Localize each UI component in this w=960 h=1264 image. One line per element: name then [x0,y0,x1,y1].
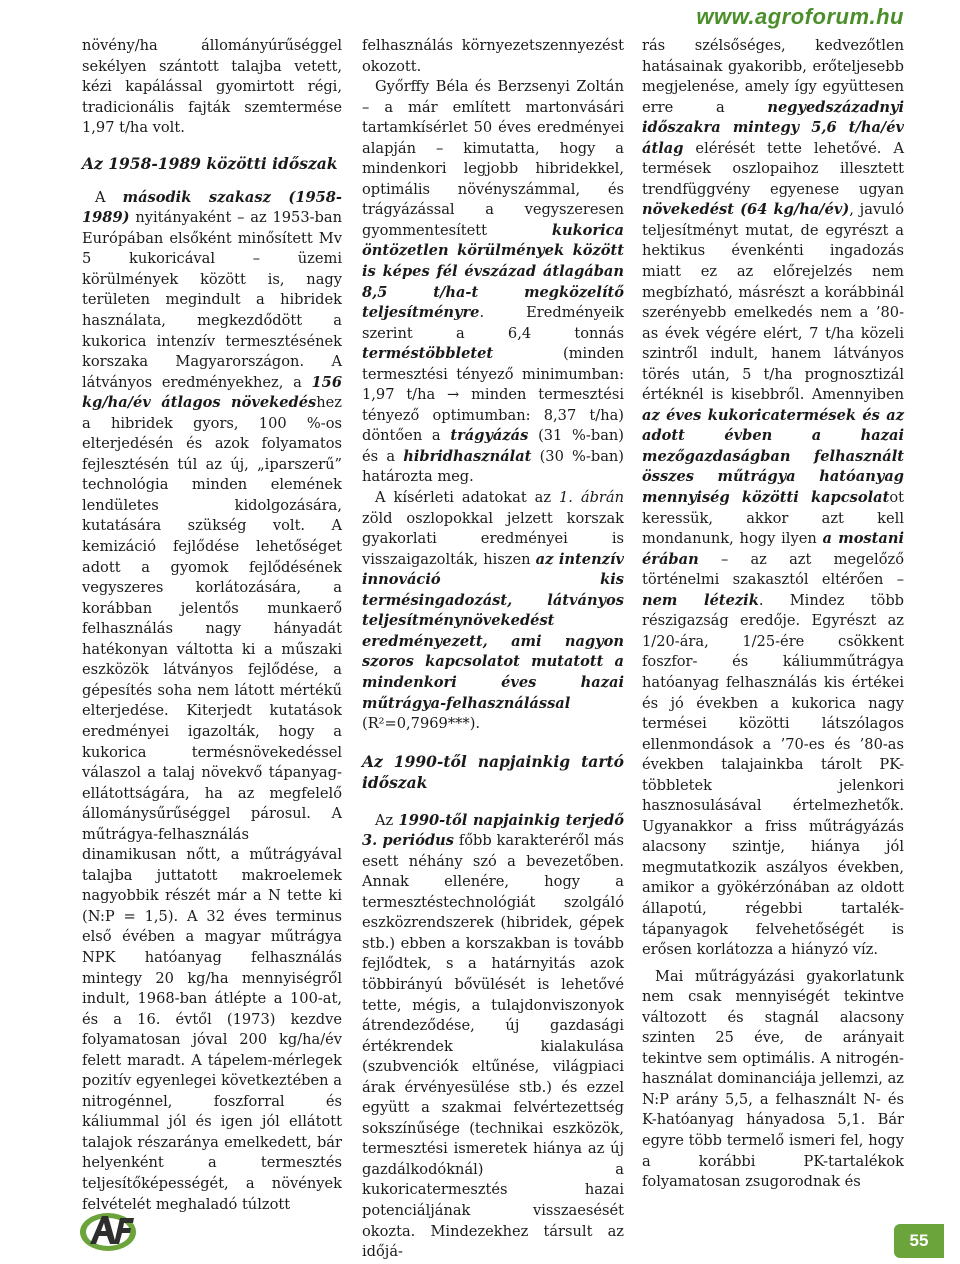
page-number: 55 [894,1224,944,1258]
column-1 [82,36,342,1215]
site-url: www.agroforum.hu [696,4,904,29]
paragraph: rás szélsőséges, kedvezőtlen hatásainak gyakoribb, erőteljesebb megjelenése, amely így együttesen erre a negyedszázadnyi időszakra mintegy 5,6 t/ha/év átlag elérését tette lehetővé. A termések oszlopaihoz illesztett trendfüggvény egyenese ugyan növekedést (64 kg/ha/év), javuló teljesítményt mutat, de egyrészt a hektikus évenkénti ingadozás miatt ez az előrejelzés nem megbízható, másrészt a korábbinál szerényebb emelkedés nem a ’80-as évek végére elért, 7 t/ha közeli szintről indult, hanem látványos törés után, 5 t/ha prognosztizál értéknél is kisebbről. Amennyiben az éves kukoricatermések és az adott évben a hazai mezőgazdaságban felhasznált összes műtrágya hatóanyag mennyiség közötti kapcsolatot keressük, akkor azt kell mondanunk, hogy ilyen a mostani érában – az azt megelőző történelmi szakasztól eltérően – nem létezik. Mindez több részigazság eredője. Egyrészt az 1/20-ára, 1/25-ére csökkent foszfor- és káliumműtrágya hatóanyag felhasználás kis értékei és jó években a kukorica nagy termései közötti látszólagos ellenmondások a ’70-es és ’80-as években talajainkba tárolt PK-többletek jelenkori hasznosulásával értelmezhetők. Ugyanakkor a friss műtrágyázás alacsony szintje, hiánya jól megmutatkozik aszályos években, amikor a gyökérzónában az oldott állapotú, régebbi tartalék-tápanyagok felvehetőségét is erősen korlátozza a hiányzó víz. [642,37,905,959]
paragraph: növény/ha állományúrűséggel sekélyen szántott talajba vetett, kézi kapálással gyomirtott régi, tradicionális fajták szemtermése 1,97 t/ha volt. [82,37,342,137]
arrow-icon: → [447,386,460,404]
paragraph: Győrffy Béla és Berzsenyi Zoltán – a már említett martonvásári tartamkísérlet 50 éves eredményei alapján – kimutatta, hogy a mindenkori legjobb hibridekkel, optimális növényszámmal, és trágyázással a vegyszeresen gyommentesített kukorica öntözetlen körülmények között is képes fél évszázad átlagában 8,5 t/ha-t megközelítő teljesítményre. Eredményeik szerint a 6,4 tonnás terméstöbbletet (minden termesztési tényező minimumban: 1,97 t/ha → minden termesztési tényező optimumban: 8,37 t/ha) döntően a trágyázás (31 %-ban) és a hibridhasználat (30 %-ban) határozta meg. [362,78,624,486]
section-heading-1958-1989: Az 1958-1989 közötti időszak [82,153,338,173]
column-2 [362,36,624,1263]
agroforum-logo-icon [76,1206,140,1254]
paragraph: Mai műtrágyázási gyakorlatunk nem csak mennyiségét tekintve változott és stagnál alacsony szinten 25 éve, de arányait tekintve sem optimális. A nitrogén-használat dominanciája jellemzi, az N:P arány 5,5, a felhasznált N- és K-hatóanyag hányadosa 5,1. Bár egyre több termelő ismeri fel, hogy a korábbi PK-tartalékok folyamatosan zsugorodnak és [642,967,904,1191]
paragraph: Az 1990-től napjainkig terjedő 3. periódus főbb karakteréről más esett néhány szó a bevezetőben. Annak ellenére, hogy a termesztéstechnológiát szolgáló eszközrendszerek (hibridek, gépek stb.) ebben a korszakban is tovább fejlődtek, s a határnyitás azok többirányú bővülését is lehetővé tette, mégis, a tulajdonviszonyok átrendeződése, új gazdasági értékrendek kialakulása (szubvenciók eltűnése, világpiaci árak érvényesülése stb.) és ezzel együtt a szakmai felvértezettség sokszínűsége (technikai eszközök, termesztési ismeretek hiánya az új gazdálkodóknál) a kukoricatermesztés hazai potenciáljának visszaesését okozta. Mindezekhez társult az időjá- [362,811,624,1261]
column-3 [642,36,904,1193]
paragraph: A kísérleti adatokat az 1. ábrán zöld oszlopokkal jelzett korszak gyakorlati eredményei is visszaigazolták, hiszen az intenzív innováció kis termésingadozást, látványos teljesítménynövekedést eredményezett, ami nagyon szoros kapcsolatot mutatott a mindenkori éves hazai műtrágya-felhasználással (R²=0,7969***). [362,489,624,733]
paragraph: felhasználás környezetszennyezést okozott. [362,37,624,75]
paragraph: A második szakasz (1958-1989) nyitányaként – az 1953-ban Európában elsőként minősített Mv 5 kukoricával – üzemi körülmények között is, nagy területen megindult a hibridek használata, megkezdődött a kukorica intenzív termesztésének korszaka Magyarországon. A látványos eredményekhez, a 156 kg/ha/év átlagos növekedéshez a hibridek gyors, 100 %-os elterjedésén és azok folyamatos fejlesztésén túl az új, „iparszerű” technológia minden elemének lendületes kidolgozására, kutatására szükség volt. A kemizáció fejlődése lehetőséget adott a gyomok fejlődésének vegyszeres korlátozására, a korábban jelentős munkaerő felhasználás nagy hányadát hatékonyan váltotta ki a műszaki eszközök látványos fejlődése, a gépesítés soha nem látott mértékű elterjedése. Kiterjedt kutatások eredményei igazolták, hogy a kukorica termésnövekedéssel válaszol a talaj növekvő tápanyag-ellátottságára, ha az megfelelő állománysűrűséggel párosul. A műtrágya-felhasználás dinamikusan nőtt, a műtrágyával talajba juttatott makroelemek nagyobbik részét már a N tette ki (N:P = 1,5). A 32 éves terminus első évében a magyar műtrágya NPK hatóanyag felhasználás mintegy 20 kg/ha mennyiségről indult, 1968-ban átlépte a 100-at, és a 16. évtől (1973) kezdve folyamatosan jóval 200 kg/ha/év felett maradt. A tápelem-mérlegek pozitív egyenlegei következtében a nitrogénnel, foszforral és káliummal jól és igen jól ellátott talajok részaránya emelkedett, bár helyenként a termesztés teljesítőképességét, a növények felvételét meghaladó túlzott [82,188,342,1213]
section-heading-1990: Az 1990-től napjainkig tartó időszak [362,751,624,792]
